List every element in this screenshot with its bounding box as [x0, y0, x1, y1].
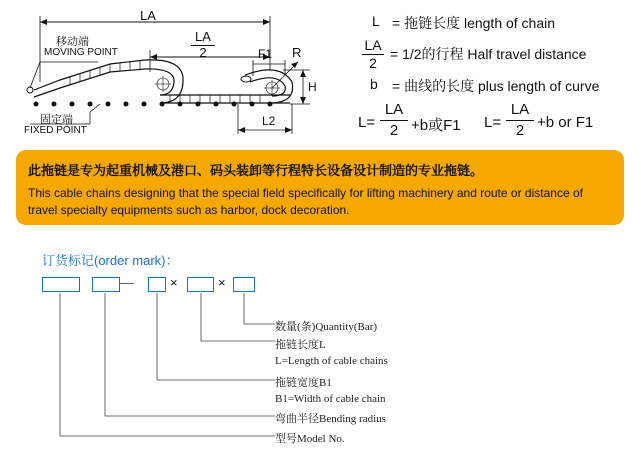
- formula-1-rhs: +b或F1: [411, 117, 461, 134]
- legend-length-cn: 拖链长度L: [275, 339, 326, 351]
- formula-1-lhs: L=: [358, 114, 376, 131]
- legend-l-desc: = 拖链长度 length of chain: [392, 15, 556, 31]
- fixed-point-cn: 固定端: [40, 114, 73, 126]
- l2-label: L2: [262, 114, 276, 128]
- formula-2-lhs: L=: [484, 114, 502, 131]
- legend-la-denominator: 2: [369, 55, 377, 71]
- half-la-denominator: 2: [199, 45, 207, 60]
- legend-width-en: B1=Width of cable chain: [275, 393, 386, 405]
- la-label: LA: [140, 8, 156, 23]
- fixed-point-en: FIXED POINT: [24, 125, 87, 136]
- legend-la-desc: = 1/2的行程 Half travel distance: [390, 46, 587, 62]
- formula-2-denominator: 2: [515, 122, 525, 139]
- banner-english-line-1: This cable chains designing that the special field specifically for lifting machinery and route or distance of: [28, 186, 583, 200]
- legend-quantity: 数量(条)Quantity(Bar): [275, 321, 378, 333]
- formula-1-denominator: 2: [389, 122, 399, 139]
- legend-width-cn: 拖链宽度B1: [275, 377, 332, 389]
- formula-2-numerator: LA: [510, 101, 530, 118]
- h-label: H: [308, 80, 317, 94]
- separator-x-1: ×: [170, 275, 178, 290]
- legend-model-no: 型号Model No.: [275, 433, 345, 445]
- banner-chinese-text: 此拖链是专为起重机械及港口、码头装卸等行程特长设备设计制造的专业拖链。: [28, 163, 484, 178]
- legend-b-desc: = 曲线的长度 plus length of curve: [392, 78, 600, 94]
- formula-2-rhs: +b or F1: [537, 114, 594, 131]
- legend-la-numerator: LA: [364, 37, 382, 53]
- order-mark-title: 订货标记(order mark)：: [42, 253, 179, 268]
- separator-dash: —: [120, 274, 134, 290]
- f1-label: F1: [258, 47, 273, 61]
- moving-point-cn: 移动端: [56, 36, 89, 48]
- formula-1-numerator: LA: [384, 101, 404, 118]
- banner-english-line-2: travel specialty equipments such as harbor, dock decoration.: [28, 203, 350, 217]
- r-label: R: [292, 45, 302, 60]
- legend-length-en: L=Length of cable chains: [275, 355, 388, 367]
- legend-l-symbol: L: [372, 13, 380, 29]
- legend-bending-radius: 弯曲半径Bending radius: [275, 413, 386, 425]
- separator-x-2: ×: [218, 275, 226, 290]
- half-la-numerator: LA: [195, 29, 211, 44]
- moving-point-en: MOVING POINT: [44, 47, 118, 58]
- legend-b-symbol: b: [370, 76, 378, 92]
